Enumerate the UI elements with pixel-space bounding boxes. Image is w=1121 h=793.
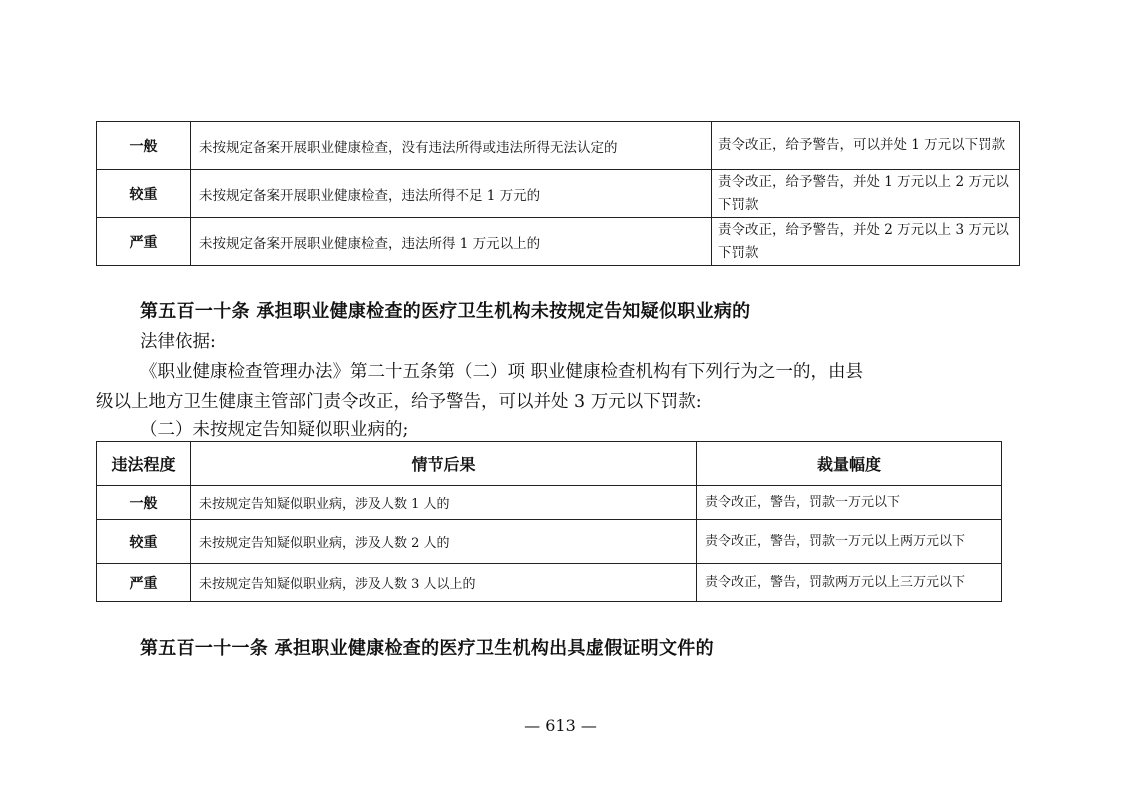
discretion-table-unregistered-exam [96, 121, 1020, 266]
circumstance: 未按规定备案开展职业健康检查，违法所得不足 1 万元的 [191, 170, 712, 218]
page-number: — 613 — [524, 716, 597, 735]
table-row [97, 564, 1002, 602]
column-header-circumstance: 情节后果 [191, 442, 697, 486]
penalty-range: 责令改正，给予警告，并处 1 万元以上 2 万元以下罚款 [712, 170, 1020, 218]
violation-level: 一般 [97, 122, 191, 170]
legal-basis-line-2: 级以上地方卫生健康主管部门责令改正，给予警告，可以并处 3 万元以下罚款: [96, 392, 702, 412]
circumstance: 未按规定告知疑似职业病，涉及人数 2 人的 [191, 520, 697, 564]
legal-basis-line-1: 《职业健康检查管理办法》第二十五条第（二）项 职业健康检查机构有下列行为之一的，由县 [140, 362, 864, 382]
legal-basis-label: 法律依据: [140, 332, 216, 352]
discretion-table-suspected-disease [96, 441, 1002, 602]
column-header-level: 违法程度 [97, 442, 191, 486]
circumstance: 未按规定备案开展职业健康检查，没有违法所得或违法所得无法认定的 [191, 122, 712, 170]
penalty-range: 责令改正，给予警告，并处 2 万元以上 3 万元以下罚款 [712, 218, 1020, 266]
table-row [97, 122, 1020, 170]
table-row [97, 520, 1002, 564]
column-header-penalty: 裁量幅度 [697, 442, 1002, 486]
violation-level: 一般 [97, 486, 191, 520]
violation-level: 较重 [97, 520, 191, 564]
penalty-range: 责令改正，警告，罚款两万元以上三万元以下 [697, 564, 1002, 602]
circumstance: 未按规定备案开展职业健康检查，违法所得 1 万元以上的 [191, 218, 712, 266]
penalty-range: 责令改正，警告，罚款一万元以上两万元以下 [697, 520, 1002, 564]
penalty-range: 责令改正，警告，罚款一万元以下 [697, 486, 1002, 520]
penalty-range: 责令改正，给予警告，可以并处 1 万元以下罚款 [712, 122, 1020, 170]
legal-basis-line-3: （二）未按规定告知疑似职业病的; [140, 420, 409, 440]
violation-level: 较重 [97, 170, 191, 218]
table-row [97, 218, 1020, 266]
article-511-heading: 第五百一十一条 承担职业健康检查的医疗卫生机构出具虚假证明文件的 [140, 638, 714, 659]
circumstance: 未按规定告知疑似职业病，涉及人数 3 人以上的 [191, 564, 697, 602]
circumstance: 未按规定告知疑似职业病，涉及人数 1 人的 [191, 486, 697, 520]
table-header-row [97, 442, 1002, 486]
table-row [97, 170, 1020, 218]
article-510-heading: 第五百一十条 承担职业健康检查的医疗卫生机构未按规定告知疑似职业病的 [140, 301, 751, 322]
violation-level: 严重 [97, 218, 191, 266]
violation-level: 严重 [97, 564, 191, 602]
table-row [97, 486, 1002, 520]
